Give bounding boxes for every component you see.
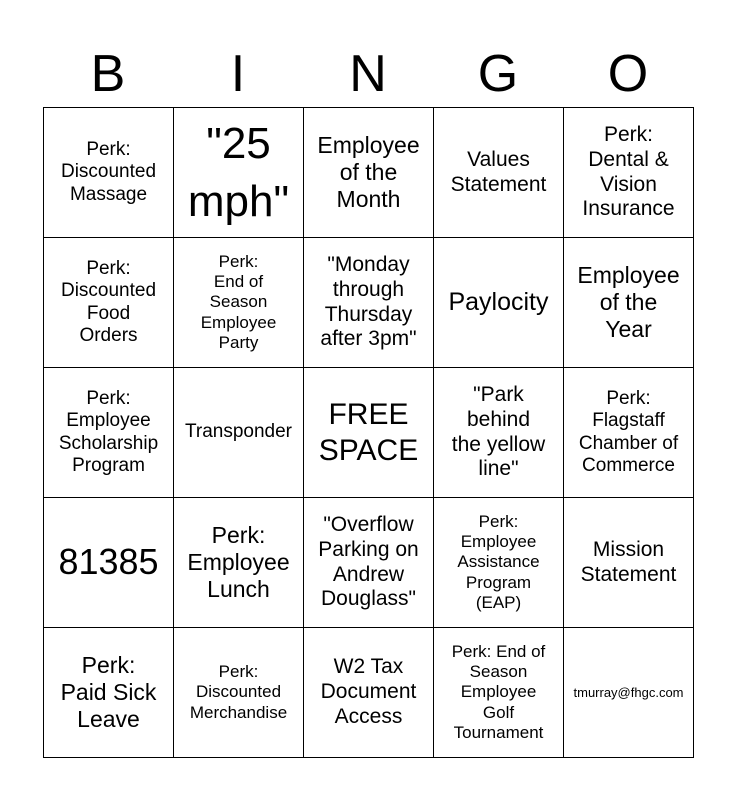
header-letter-o: O [607, 45, 649, 103]
bingo-cell [434, 498, 564, 628]
bingo-cell [564, 368, 694, 498]
bingo-cell [174, 368, 304, 498]
cell-text: Paylocity [448, 287, 549, 316]
board-row [44, 628, 694, 758]
bingo-cell [434, 628, 564, 758]
bingo-cell [44, 368, 174, 498]
header-letter-n: N [349, 45, 387, 103]
cell-text: Perk: Discounted Massage [60, 138, 157, 205]
bingo-cell [304, 498, 434, 628]
header-letter-b: B [90, 45, 126, 103]
cell-text: 81385 [58, 541, 159, 583]
cell-text: W2 Tax Document Access [320, 655, 417, 728]
bingo-cell [174, 628, 304, 758]
cell-text: Perk: Employee Assistance Program (EAP) [457, 512, 540, 612]
cell-text: "Park behind the yellow line" [451, 382, 546, 481]
cell-text: Perk: Flagstaff Chamber of Commerce [578, 387, 679, 476]
board-row [44, 108, 694, 238]
bingo-header [43, 40, 693, 108]
bingo-cell [304, 108, 434, 238]
board-row [44, 238, 694, 368]
cell-text: Values Statement [450, 147, 547, 196]
bingo-cell [44, 238, 174, 368]
bingo-cell [564, 498, 694, 628]
bingo-cell [44, 628, 174, 758]
bingo-cell [174, 498, 304, 628]
bingo-board [43, 107, 694, 758]
bingo-cell [174, 108, 304, 238]
cell-text: Perk: Paid Sick Leave [60, 651, 157, 733]
cell-text: Perk: Employee Scholarship Program [58, 387, 159, 476]
free-space-text: FREE SPACE [318, 398, 419, 467]
cell-text: Perk: Discounted Food Orders [60, 257, 157, 346]
cell-text-email: tmurray@fhgc.com [573, 684, 684, 700]
cell-text: Mission Statement [580, 537, 677, 586]
bingo-cell [434, 108, 564, 238]
bingo-cell [564, 628, 694, 758]
bingo-cell [434, 238, 564, 368]
cell-text: Perk: Discounted Merchandise [189, 662, 288, 722]
cell-text: Transponder [184, 421, 293, 443]
cell-text: Perk: End of Season Employee Party [200, 252, 277, 352]
bingo-cell [564, 238, 694, 368]
cell-text: "Monday through Thursday after 3pm" [320, 252, 417, 351]
cell-text: Employee of the Month [317, 131, 420, 213]
bingo-cell [304, 628, 434, 758]
cell-text: Employee of the Year [577, 261, 680, 343]
cell-text: Perk: Employee Lunch [187, 521, 290, 603]
header-letter-i: I [230, 45, 246, 103]
bingo-cell [304, 238, 434, 368]
cell-text: "Overflow Parking on Andrew Douglass" [318, 512, 419, 611]
free-space-cell [304, 368, 434, 498]
bingo-cell [44, 498, 174, 628]
header-letter-g: G [477, 45, 519, 103]
board-row [44, 498, 694, 628]
cell-text: "25 mph" [187, 119, 290, 226]
bingo-cell [174, 238, 304, 368]
bingo-cell [44, 108, 174, 238]
cell-text: Perk: End of Season Employee Golf Tournament [451, 642, 546, 742]
board-row [44, 368, 694, 498]
bingo-cell [564, 108, 694, 238]
cell-text: Perk: Dental & Vision Insurance [582, 122, 675, 221]
bingo-cell [434, 368, 564, 498]
